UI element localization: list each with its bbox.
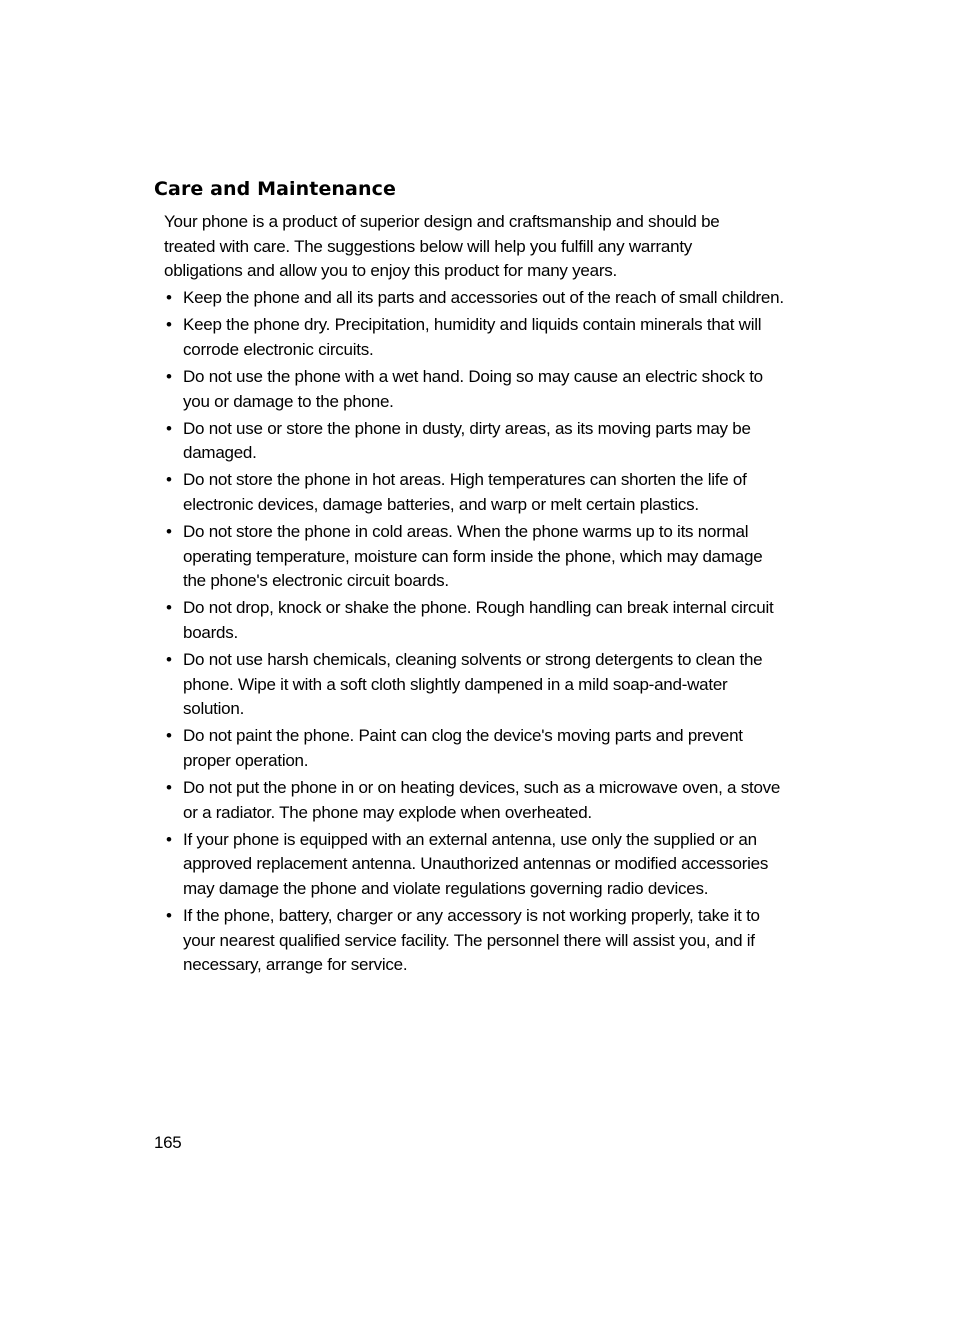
list-item-text: Do not drop, knock or shake the phone. Rough handling can break internal circuit boards. bbox=[183, 598, 774, 642]
section-title: Care and Maintenance bbox=[154, 178, 396, 200]
bullet-icon: • bbox=[166, 367, 172, 387]
intro-paragraph: Your phone is a product of superior design and craftsmanship and should be treated with care. The suggestions below will help you fulfill any warranty obligations and allow you to enjoy this product for many years. bbox=[164, 212, 720, 281]
list-item-text: Do not use or store the phone in dusty, dirty areas, as its moving parts may be damaged. bbox=[183, 418, 751, 463]
list-item bbox=[166, 648, 784, 722]
list-item-text: Do not put the phone in or on heating devices, such as a microwave oven, a stove or a radiator. The phone may explode when overheated. bbox=[183, 778, 781, 822]
list-item-text: Do not use the phone with a wet hand. Doing so may cause an electric shock to you or damage to the phone. bbox=[183, 367, 763, 411]
bullet-icon: • bbox=[166, 522, 172, 542]
list-item bbox=[166, 828, 784, 902]
list-item bbox=[166, 776, 784, 825]
bullet-icon: • bbox=[166, 288, 172, 308]
list-item-text: Keep the phone and all its parts and accessories out of the reach of small children. bbox=[183, 288, 784, 308]
list-item bbox=[166, 904, 784, 978]
list-item-text: Do not store the phone in hot areas. High temperatures can shorten the life of electronic devices, damage batteries, and warp or melt certain plastics. bbox=[183, 470, 747, 515]
list-item bbox=[166, 468, 784, 517]
section-body bbox=[164, 210, 784, 980]
list-item bbox=[166, 417, 784, 466]
list-item-text: Keep the phone dry. Precipitation, humidity and liquids contain minerals that will corrode electronic circuits. bbox=[183, 315, 762, 359]
page-number: 165 bbox=[154, 1133, 182, 1152]
bullet-icon: • bbox=[166, 829, 172, 849]
care-tips-list bbox=[164, 286, 784, 978]
list-item bbox=[166, 286, 784, 311]
list-item-text: Do not store the phone in cold areas. When the phone warms up to its normal operating temperature, moisture can form inside the phone, which may damage the phone's electronic circuit boards. bbox=[183, 522, 763, 591]
list-item-text: Do not use harsh chemicals, cleaning solvents or strong detergents to clean the phone. Wipe it with a soft cloth slightly dampened in a mild soap-and-water solution. bbox=[183, 650, 763, 719]
list-item bbox=[166, 520, 784, 594]
list-item-text: Do not paint the phone. Paint can clog the device's moving parts and prevent proper operation. bbox=[183, 726, 743, 770]
bullet-icon: • bbox=[166, 315, 172, 335]
list-item-text: If the phone, battery, charger or any accessory is not working properly, take it to your nearest qualified service facility. The personnel there will assist you, and if necessary, arrange for service. bbox=[183, 906, 760, 975]
bullet-icon: • bbox=[166, 598, 172, 618]
bullet-icon: • bbox=[166, 418, 172, 438]
list-item bbox=[166, 596, 784, 645]
list-item bbox=[166, 365, 784, 414]
bullet-icon: • bbox=[166, 906, 172, 926]
bullet-icon: • bbox=[166, 726, 172, 746]
list-item-text: If your phone is equipped with an external antenna, use only the supplied or an approved replacement antenna. Unauthorized antennas or modified accessories may damage the phone and violate regulations governing radio devices. bbox=[183, 829, 769, 898]
bullet-icon: • bbox=[166, 470, 172, 490]
bullet-icon: • bbox=[166, 778, 172, 798]
list-item bbox=[166, 313, 784, 362]
bullet-icon: • bbox=[166, 650, 172, 670]
list-item bbox=[166, 724, 784, 773]
